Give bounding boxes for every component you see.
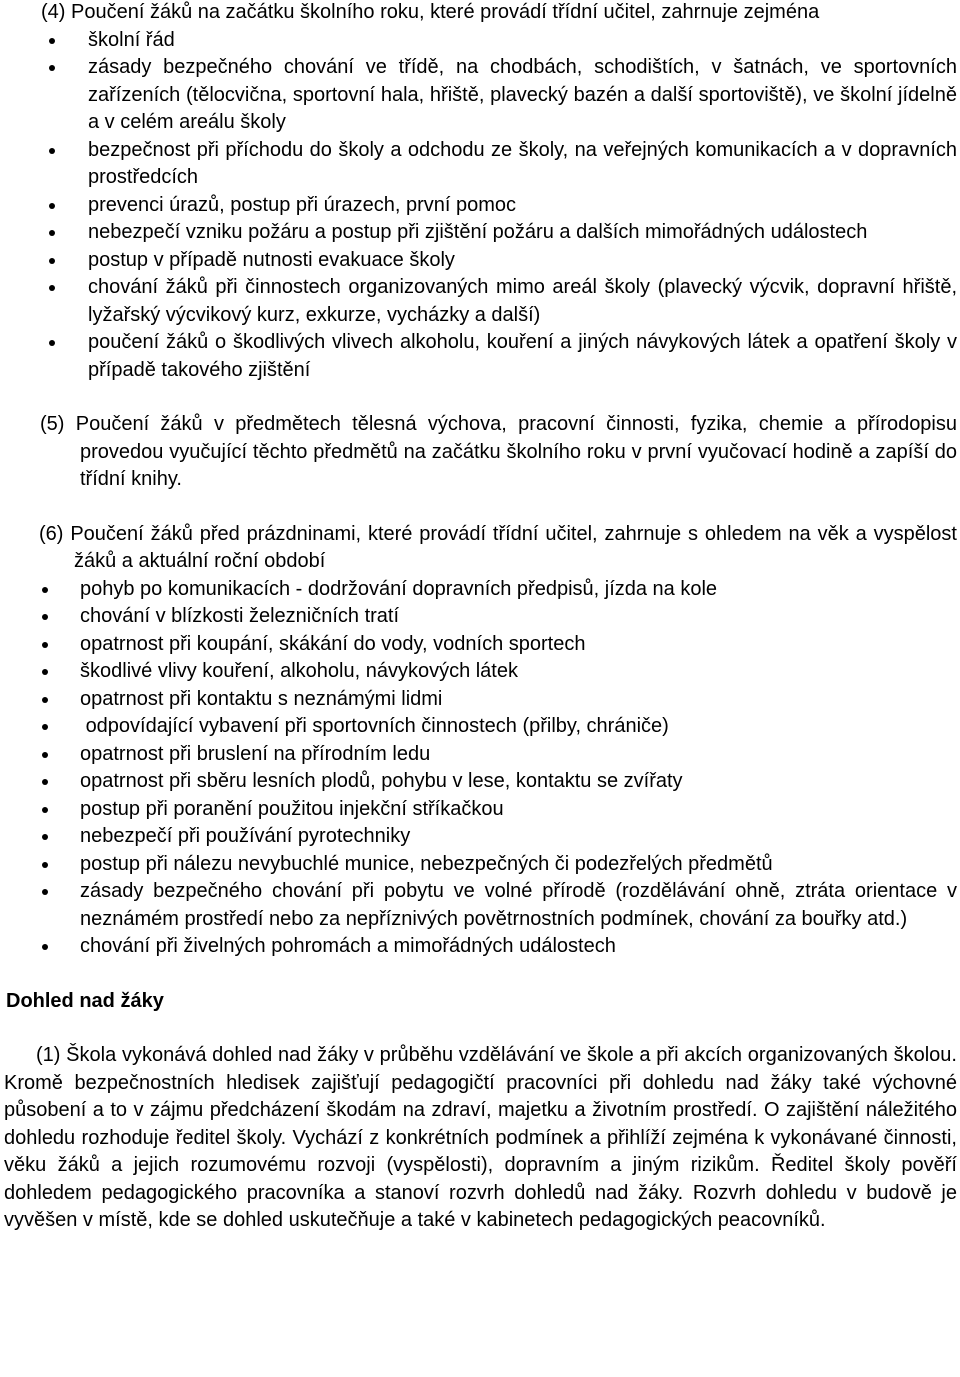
bullet-icon bbox=[42, 779, 48, 785]
section-5-paragraph: (5) Poučení žáků v předmětech tělesná výchova, pracovní činnosti, fyzika, chemie a přírodopisu provedou vyučující těchto předmětů na začátku školního roku v první vyučovací hodině a zapíší do třídní knihy. bbox=[40, 413, 957, 490]
list-item-text: nebezpečí vzniku požáru a postup při zjištění požáru a dalších mimořádných událostech bbox=[88, 221, 868, 243]
list-item bbox=[6, 27, 957, 55]
bullet-icon bbox=[42, 944, 48, 950]
list-item bbox=[6, 878, 957, 933]
list-item bbox=[6, 768, 957, 796]
list-item bbox=[6, 192, 957, 220]
list-item-text: pohyb po komunikacích - dodržování dopravních předpisů, jízda na kole bbox=[80, 577, 718, 600]
bullet-icon bbox=[49, 340, 55, 346]
bullet-icon bbox=[42, 889, 48, 895]
bullet-icon bbox=[49, 65, 55, 71]
list-item bbox=[6, 329, 957, 384]
list-item-text: postup v případě nutnosti evakuace školy bbox=[88, 248, 455, 271]
bullet-icon bbox=[49, 148, 55, 154]
bullet-icon bbox=[49, 230, 55, 236]
bullet-icon bbox=[42, 697, 48, 703]
list-item bbox=[6, 137, 957, 192]
list-item bbox=[6, 576, 957, 604]
list-item-text: nebezpečí při používání pyrotechniky bbox=[80, 825, 411, 847]
list-item bbox=[6, 247, 957, 275]
list-item-text: zásady bezpečného chování ve třídě, na chodbách, schodištích, v šatnách, ve sportovních zařízeních (tělocvična, sportovní hala, hřiště, plavecký bazén a další sportoviště), ve školní jídelně a v celém areálu školy bbox=[88, 56, 957, 133]
list-item bbox=[6, 274, 957, 329]
list-item-text: opatrnost při kontaktu s neznámými lidmi bbox=[80, 687, 443, 710]
list-item bbox=[6, 713, 957, 741]
bullet-icon bbox=[42, 862, 48, 868]
list-item bbox=[6, 741, 957, 769]
dohled-heading: Dohled nad žáky bbox=[6, 989, 164, 1012]
list-item bbox=[6, 686, 957, 714]
bullet-icon bbox=[42, 642, 48, 648]
list-item bbox=[6, 219, 957, 247]
list-item-text: prevenci úrazů, postup při úrazech, první pomoc bbox=[88, 193, 516, 216]
list-item-text: školní řád bbox=[88, 28, 175, 51]
list-item-text: opatrnost při koupání, skákání do vody, vodních sportech bbox=[80, 632, 586, 655]
list-item-text: chování v blízkosti železničních tratí bbox=[80, 605, 400, 627]
bullet-icon bbox=[42, 614, 48, 620]
list-item-text: bezpečnost při příchodu do školy a odchodu ze školy, na veřejných komunikacích a v dopravních prostředcích bbox=[88, 138, 957, 188]
section-6-list bbox=[6, 576, 957, 961]
list-item bbox=[6, 796, 957, 824]
list-item-text: chování žáků při činnostech organizovaných mimo areál školy (plavecký výcvik, dopravní hřiště, lyžařský výcvikový kurz, exkurze, vycházky a další) bbox=[88, 276, 957, 326]
bullet-icon bbox=[42, 834, 48, 840]
list-item bbox=[6, 631, 957, 659]
list-item-text: škodlivé vlivy kouření, alkoholu, návykových látek bbox=[80, 660, 518, 682]
list-item bbox=[6, 933, 957, 961]
bullet-icon bbox=[42, 752, 48, 758]
bullet-icon bbox=[42, 669, 48, 675]
bullet-icon bbox=[49, 38, 55, 44]
bullet-icon bbox=[42, 724, 48, 730]
bullet-icon bbox=[49, 285, 55, 291]
section-4-list bbox=[6, 27, 957, 385]
list-item-text: poučení žáků o škodlivých vlivech alkoholu, kouření a jiných návykových látek a opatření školy v případě takového zjištění bbox=[88, 331, 957, 381]
bullet-icon bbox=[42, 587, 48, 593]
list-item bbox=[6, 851, 957, 879]
list-item bbox=[6, 823, 957, 851]
list-item-text: opatrnost při bruslení na přírodním ledu bbox=[80, 742, 431, 765]
list-item-text: postup při poranění použitou injekční stříkačkou bbox=[80, 797, 504, 820]
bullet-icon bbox=[49, 258, 55, 264]
bullet-icon bbox=[42, 807, 48, 813]
list-item-text: zásady bezpečného chování při pobytu ve volné přírodě (rozdělávání ohně, ztráta orientace v neznámém prostředí nebo za nepříznivých povětrnostních podmínek, chování za bouřky atd.) bbox=[80, 880, 957, 930]
list-item bbox=[6, 658, 957, 686]
dohled-paragraph-1: (1) Škola vykonává dohled nad žáky v průběhu vzdělávání ve škole a při akcích organizovaných školou. Kromě bezpečnostních hledisek zajišťují pedagogičtí pracovníci při dohledu nad žáky také výchovné působení a to v zájmu předcházení škodám na zdraví, majetku a životním prostředí. O zajištění náležitého dohledu rozhoduje ředitel školy. Vychází z konkrétních podmínek a přihlíží zejména k vykonávané činnosti, věku žáků a jejich rozumovému rozvoji (vyspělosti), dopravním a jiným rizikům. Ředitel školy pověří dohledem pedagogického pracovníka a stanoví rozvrh dohledů nad žáky. Rozvrh dohledu v budově je vyvěšen v místě, kde se dohled uskutečňuje a také v kabinetech pedagogických peacovníků. bbox=[4, 1044, 957, 1231]
list-item-text: opatrnost při sběru lesních plodů, pohybu v lese, kontaktu se zvířaty bbox=[80, 770, 683, 792]
list-item bbox=[6, 603, 957, 631]
list-item bbox=[6, 54, 957, 137]
section-4-heading: (4) Poučení žáků na začátku školního roku, které provádí třídní učitel, zahrnuje zejména bbox=[41, 1, 820, 23]
list-item-text: postup při nálezu nevybuchlé munice, nebezpečných či podezřelých předmětů bbox=[80, 852, 773, 875]
section-6-heading: (6) Poučení žáků před prázdninami, které provádí třídní učitel, zahrnuje s ohledem na věk a vyspělost žáků a aktuální roční období bbox=[39, 522, 957, 572]
bullet-icon bbox=[49, 203, 55, 209]
list-item-text: odpovídající vybavení při sportovních činnostech (přilby, chrániče) bbox=[80, 715, 669, 737]
list-item-text: chování při živelných pohromách a mimořádných událostech bbox=[80, 935, 616, 957]
